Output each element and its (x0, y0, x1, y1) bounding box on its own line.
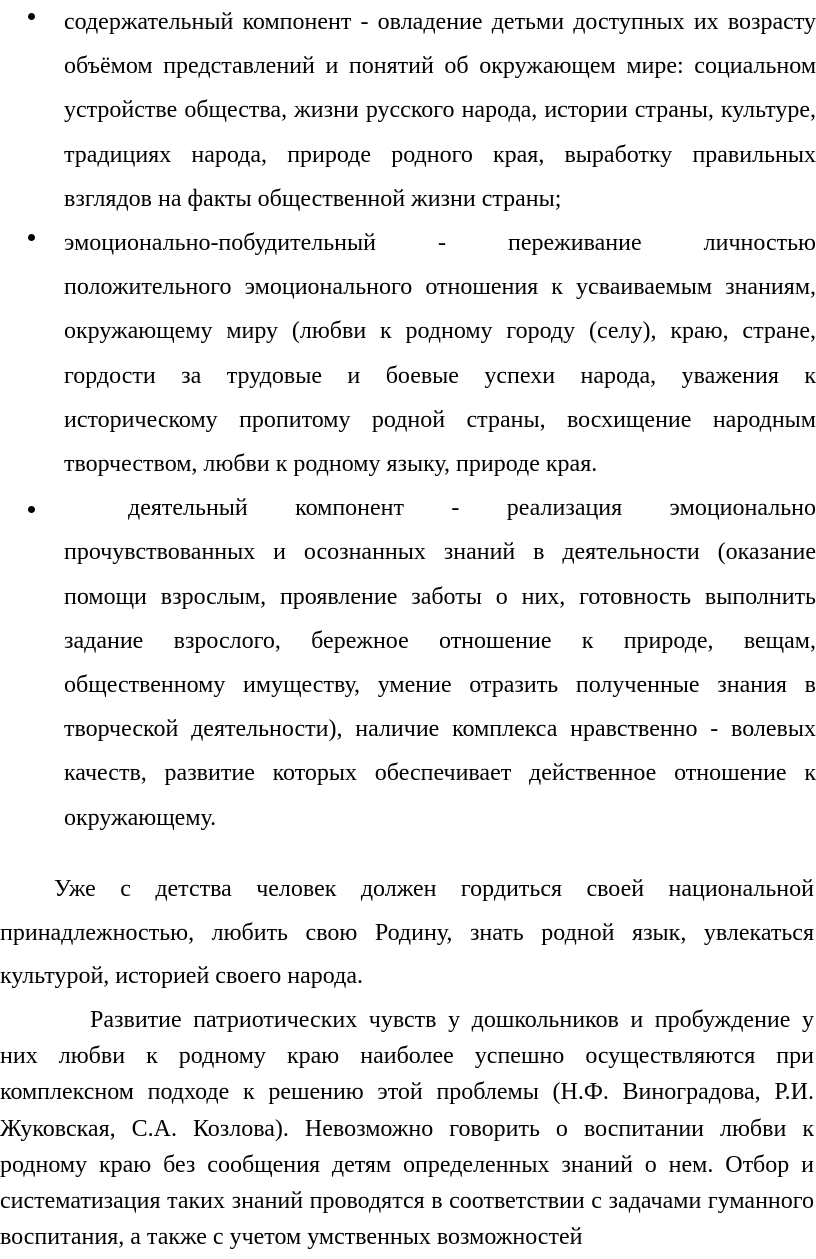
list-item-activity-component (64, 486, 816, 840)
bullet-dot-icon (28, 234, 35, 241)
bullet-dot-icon (28, 13, 35, 20)
list-item-content-component (64, 0, 816, 221)
list-item-emotional-component (64, 221, 816, 486)
list-item-text: деятельный компонент - реализация эмоционально прочувствованных и осознанных знаний в деятельности (оказание помощи взрослым, проявление заботы о них, готовность выполнить задание взрослого, бережное отношение к природе, вещам, общественному имуществу, умение отразить полученные знания в творческой деятельности), наличие комплекса нравственно - волевых качеств, развитие которых обеспечивает действенное отношение к окружающему. (64, 495, 816, 831)
bullet-dot-icon (28, 506, 35, 513)
component-bullet-list (64, 0, 816, 840)
list-item-text: содержательный компонент - овладение детьми доступных их возрасту объёмом представлений и понятий об окружающем мире: социальном устройстве общества, жизни русского народа, истории страны, культуре, традициях народа, природе родного края, выработку правильных взглядов на факты общественной жизни страны; (64, 9, 816, 212)
body-paragraph: Развитие патриотических чувств у дошкольников и пробуждение у них любви к родному краю наиболее успешно осуществляются при комплексном подходе к решению этой проблемы (Н.Ф. Виноградова, Р.И. Жуковская, С.А. Козлова). Невозможно говорить о воспитании любви к родному краю без сообщения детям определенных знаний о нем. Отбор и систематизация таких знаний проводятся в соответствии с задачами гуманного воспитания, а также с учетом умственных возможностей (0, 1007, 814, 1251)
body-paragraph: Уже с детства человек должен гордиться своей национальной принадлежностью, любить свою Родину, знать родной язык, увлекаться культурой, историей своего народа. (0, 876, 814, 989)
list-item-text: эмоционально-побудительный - переживание личностью положительного эмоционального отношения к усваиваемым знаниям, окружающему миру (любви к родному городу (селу), краю, стране, гордости за трудовые и боевые успехи народа, уважения к историческому пропитому родной страны, восхищение народным творчеством, любви к родному языку, природе края. (64, 230, 816, 478)
